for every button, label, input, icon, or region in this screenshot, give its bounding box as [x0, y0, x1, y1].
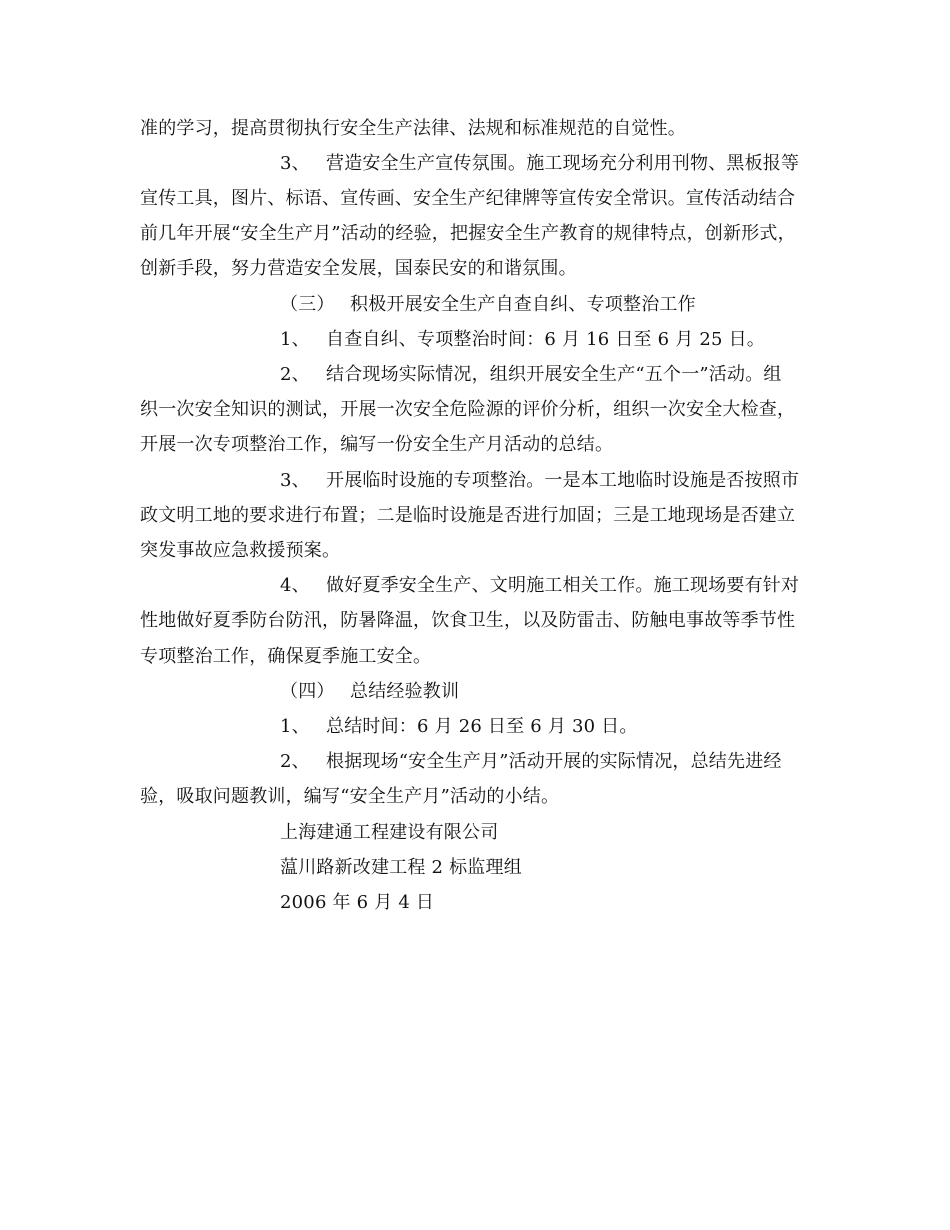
item-number: 1、	[280, 716, 310, 737]
paragraph-line	[0, 430, 950, 460]
list-item	[0, 149, 950, 179]
paragraph-line	[0, 254, 950, 284]
line-text: 自查自纠、专项整治时间：6 月 16 日至 6 月 25 日。	[326, 329, 765, 350]
line-text: 创新手段，努力营造安全发展，国泰民安的和谐氛围。	[140, 258, 577, 279]
line-text: 准的学习，提高贯彻执行安全生产法律、法规和标准规范的自觉性。	[140, 118, 686, 139]
line-text: 前几年开展“安全生产月”活动的经验，把握安全生产教育的规律特点，创新形式，	[140, 223, 796, 244]
section-title: 积极开展安全生产自查自纠、专项整治工作	[350, 294, 696, 315]
paragraph-line	[0, 184, 950, 214]
list-item	[0, 571, 950, 601]
signature-group	[0, 853, 950, 883]
line-text: 做好夏季安全生产、文明施工相关工作。施工现场要有针对	[326, 575, 800, 596]
line-text: 总结时间：6 月 26 日至 6 月 30 日。	[326, 716, 638, 737]
item-number: 2、	[280, 751, 310, 772]
signature-date	[0, 888, 950, 918]
line-text: 专项整治工作，确保夏季施工安全。	[140, 646, 432, 667]
section-title: 总结经验教训	[350, 681, 460, 702]
item-number: 4、	[280, 575, 310, 596]
line-text: 结合现场实际情况，组织开展安全生产“五个一”活动。组	[326, 364, 782, 385]
group-name: 蕰川路新改建工程 2 标监理组	[280, 857, 522, 878]
item-number: 1、	[280, 329, 310, 350]
paragraph-line	[0, 642, 950, 672]
section-heading	[0, 290, 950, 320]
line-text: 性地做好夏季防台防汛，防暑降温，饮食卫生，以及防雷击、防触电事故等季节性	[140, 610, 796, 631]
document-date: 2006 年 6 月 4 日	[280, 892, 435, 913]
list-item	[0, 325, 950, 355]
list-item	[0, 466, 950, 496]
section-heading	[0, 677, 950, 707]
paragraph-line	[0, 536, 950, 566]
list-item	[0, 360, 950, 390]
line-text: 开展临时设施的专项整治。一是本工地临时设施是否按照市	[326, 470, 800, 491]
paragraph-line	[0, 782, 950, 812]
section-number: （四）	[280, 681, 335, 702]
line-text: 营造安全生产宣传氛围。施工现场充分利用刊物、黑板报等	[326, 153, 800, 174]
line-text: 织一次安全知识的测试，开展一次安全危险源的评价分析，组织一次安全大检查，	[140, 399, 796, 420]
list-item	[0, 747, 950, 777]
line-text: 根据现场“安全生产月”活动开展的实际情况，总结先进经	[326, 751, 782, 772]
section-number: （三）	[280, 294, 335, 315]
company-name: 上海建通工程建设有限公司	[280, 822, 499, 843]
line-text: 突发事故应急救援预案。	[140, 540, 341, 561]
item-number: 2、	[280, 364, 310, 385]
item-number: 3、	[280, 153, 310, 174]
line-text: 验，吸取问题教训，编写“安全生产月”活动的小结。	[140, 786, 560, 807]
line-text: 政文明工地的要求进行布置；二是临时设施是否进行加固；三是工地现场是否建立	[140, 505, 796, 526]
paragraph-line	[0, 114, 950, 144]
item-number: 3、	[280, 470, 310, 491]
line-text: 开展一次专项整治工作，编写一份安全生产月活动的总结。	[140, 434, 614, 455]
paragraph-line	[0, 606, 950, 636]
line-text: 宣传工具，图片、标语、宣传画、安全生产纪律牌等宣传安全常识。宣传活动结合	[140, 188, 796, 209]
paragraph-line	[0, 395, 950, 425]
paragraph-line	[0, 219, 950, 249]
signature-company	[0, 818, 950, 848]
paragraph-line	[0, 501, 950, 531]
list-item	[0, 712, 950, 742]
